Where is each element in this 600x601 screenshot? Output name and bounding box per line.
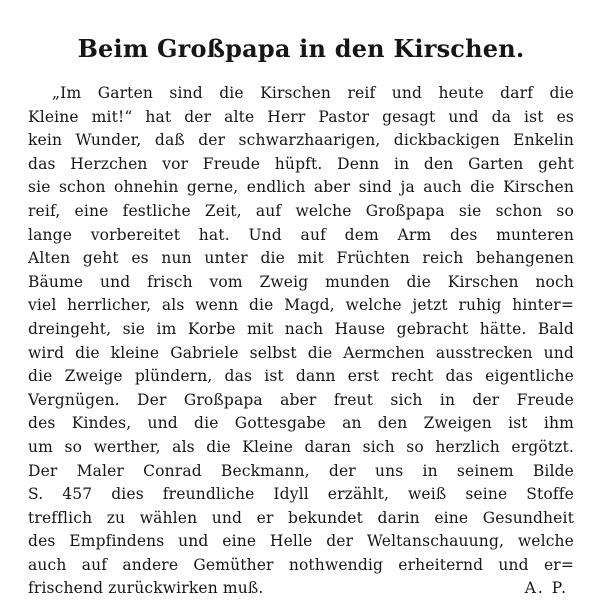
text-line: Kleine mit!“ hat der alte Herr Pastor gesagt und da ist es (28, 107, 574, 126)
author-signature: A. P. (524, 579, 568, 598)
text-line: lange vorbereitet hat. Und auf dem Arm des munteren (28, 225, 574, 244)
text-line: Alten geht es nun unter die mit Früchten reich behangenen (28, 249, 574, 268)
text-line: auch auf andere Gemüther nothwendig erheiternd und er= (28, 555, 574, 574)
text-line: sie schon ohnehin gerne, endlich aber sind ja auch die Kirschen (28, 178, 574, 197)
text-line: das Herzchen vor Freude hüpft. Denn in den Garten geht (28, 154, 574, 173)
final-line-text: frischend zurückwirken muß. (28, 579, 264, 598)
text-line: S. 457 dies freundliche Idyll erzählt, weiß seine Stoffe (28, 485, 574, 504)
text-line: um so werther, als die Kleine daran sich so herzlich ergötzt. (28, 437, 574, 456)
text-line: wird die kleine Gabriele selbst die Aermchen ausstrecken und (28, 343, 574, 362)
text-line: des Empfindens und eine Helle der Weltanschauung, welche (28, 532, 574, 551)
article-body (28, 82, 574, 601)
text-line: trefflich zu wählen und er bekundet darin eine Gesundheit (28, 508, 574, 527)
text-line: Vergnügen. Der Großpapa aber freut sich in der Freude (28, 390, 574, 409)
text-line: reif, eine festliche Zeit, auf welche Großpapa sie schon so (28, 201, 574, 220)
text-line: kein Wunder, daß der schwarzhaarigen, dickbackigen Enkelin (28, 131, 574, 150)
article-title: Beim Großpapa in den Kirschen. (77, 34, 525, 63)
text-line: „Im Garten sind die Kirschen reif und heute darf die (52, 84, 574, 102)
article-page (28, 14, 574, 598)
text-line: dreingeht, sie im Korbe mit nach Hause gebracht hätte. Bald (28, 319, 574, 338)
text-line: viel herrlicher, als wenn die Magd, welche jetzt ruhig hinter= (28, 296, 574, 315)
text-line: Bäume und frisch vom Zweig munden die Kirschen noch (28, 272, 574, 291)
text-line: des Kindes, und die Gottesgabe an den Zweigen ist ihm (28, 414, 574, 433)
text-line: Der Maler Conrad Beckmann, der uns in seinem Bilde (28, 461, 574, 480)
text-line: die Zweige plündern, das ist dann erst recht das eigentliche (28, 367, 574, 386)
